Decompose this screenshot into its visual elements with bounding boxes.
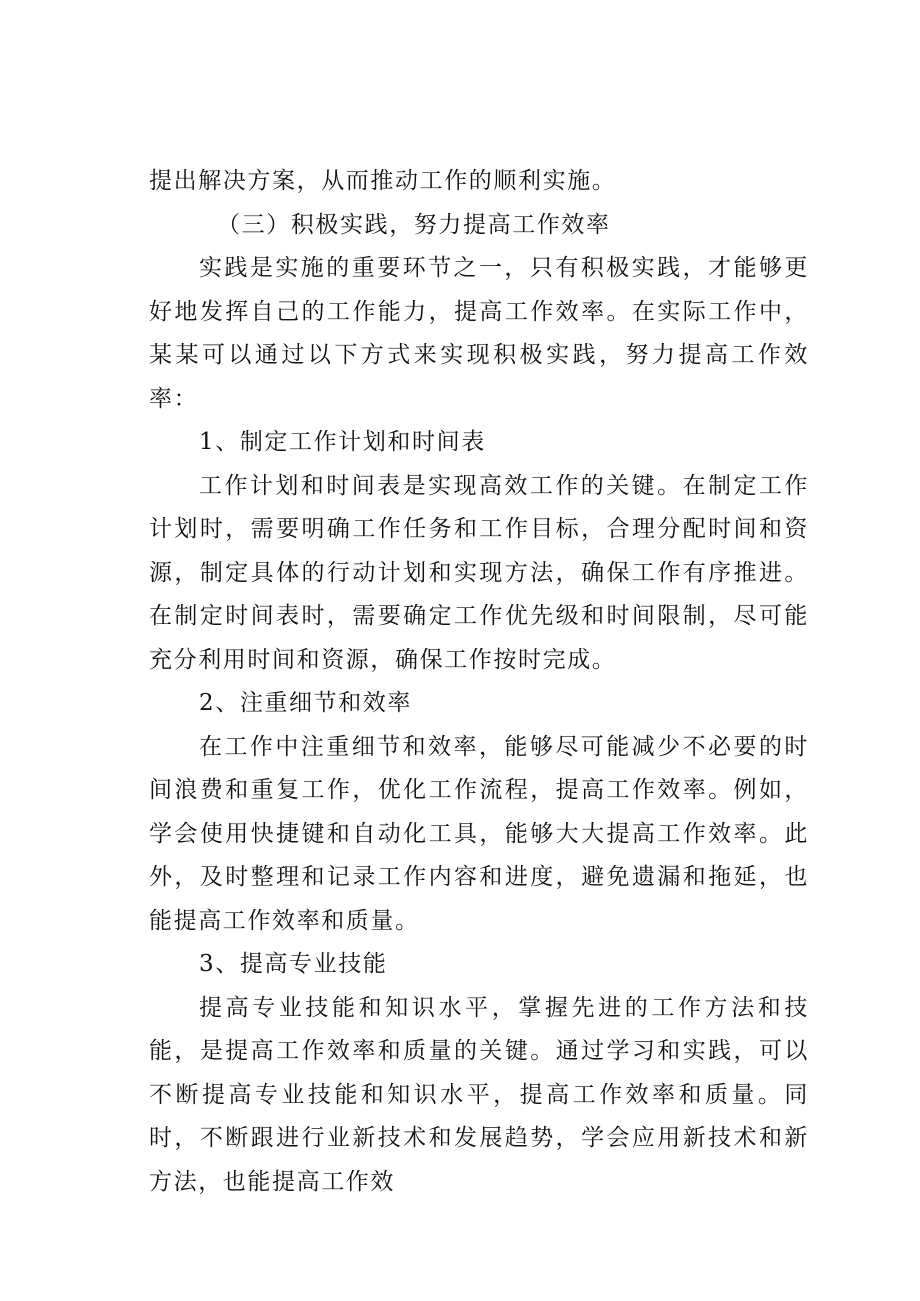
continuation-paragraph: 提出解决方案，从而推动工作的顺利实施。 bbox=[149, 168, 617, 194]
sub-heading: 1、制定工作计划和时间表 bbox=[199, 429, 486, 455]
body-paragraph: 工作计划和时间表是实现高效工作的关键。在制定工作计划时，需要明确工作任务和工作目标，合理分配时间和资源，制定具体的行动计划和实现方法，确保工作有序推进。在制定时间表时，需要确定工作优先级和时间限制，尽可能充分利用时间和资源，确保工作按时完成。 bbox=[149, 472, 809, 673]
section-heading: （三）积极实践，努力提高工作效率 bbox=[217, 211, 611, 238]
body-paragraph: 提高专业技能和知识水平，掌握先进的工作方法和技能，是提高工作效率和质量的关键。通过学习和实践，可以不断提高专业技能和知识水平，提高工作效率和质量。同时，不断跟进行业新技术和发展趋势，学会应用新技术和新方法，也能提高工作效 bbox=[149, 994, 809, 1195]
body-paragraph: 实践是实施的重要环节之一，只有积极实践，才能够更好地发挥自己的工作能力，提高工作效率。在实际工作中，某某可以通过以下方式来实现积极实践，努力提高工作效率： bbox=[149, 255, 809, 412]
sub-heading: 3、提高专业技能 bbox=[199, 951, 388, 977]
document-body bbox=[149, 160, 809, 1204]
sub-heading: 2、注重细节和效率 bbox=[199, 690, 413, 716]
body-paragraph: 在工作中注重细节和效率，能够尽可能减少不必要的时间浪费和重复工作，优化工作流程，提高工作效率。例如，学会使用快捷键和自动化工具，能够大大提高工作效率。此外，及时整理和记录工作内容和进度，避免遗漏和拖延，也能提高工作效率和质量。 bbox=[149, 733, 809, 934]
